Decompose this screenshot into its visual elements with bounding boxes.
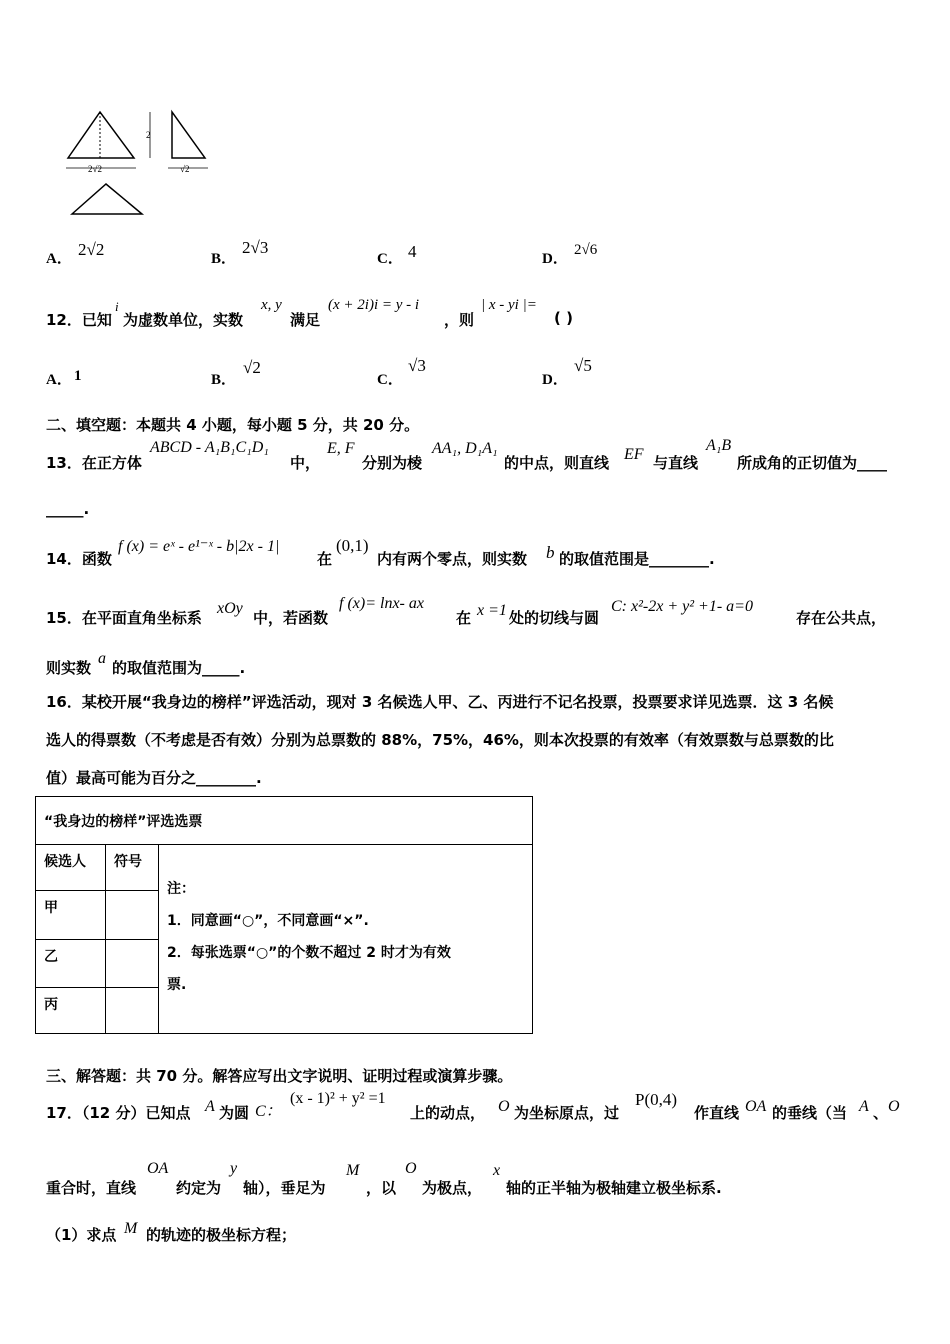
q17-sub1-math-m: M: [124, 1220, 138, 1237]
q15-text-4: 处的切线与圆: [509, 609, 600, 627]
q17-text-5: 作直线: [694, 1104, 740, 1122]
q17-math-o2: O: [888, 1098, 900, 1115]
q11-option-b-letter: B．: [211, 251, 237, 267]
q17-text-3: 上的动点，: [410, 1104, 486, 1122]
q16-line-1: 16．某校开展“我身边的榜样”评选活动，现对 3 名候选人甲、乙、丙进行不记名投票，投票要求详见选票．这 3 名候: [46, 693, 834, 711]
q13-text-2: 中，: [290, 454, 321, 472]
ballot-header-candidate: 候选人: [36, 845, 106, 891]
q17-math-a2: A: [859, 1098, 869, 1115]
q17-line2-text-5: 为极点，: [422, 1179, 483, 1197]
q15-math-a: a: [98, 650, 106, 667]
q11-option-a-letter: A．: [46, 251, 72, 267]
q13-math-cube: ABCD - A₁B₁C₁D₁: [150, 439, 269, 456]
ballot-symbol-cell-2: [106, 939, 159, 987]
q17-math-a: A: [205, 1098, 215, 1115]
q12-math-modulus: | x - yi |=: [481, 297, 537, 313]
q11-option-c-letter: C．: [377, 251, 403, 267]
q15-text-7: 的取值范围为_____.: [112, 659, 246, 677]
q17-math-oa: OA: [745, 1098, 767, 1115]
q14-math-b: b: [546, 543, 555, 562]
q12-text-1: 12．已知: [46, 311, 112, 329]
q17-line2-math-x: x: [493, 1162, 501, 1179]
q14-math-function: f (x) = eˣ - e¹⁻ˣ - b|2x - 1|: [118, 538, 280, 555]
side-base-dim: √2: [180, 164, 190, 174]
q12-text-4: ，则: [444, 311, 475, 329]
side-view-triangle: [172, 112, 205, 158]
ballot-note-2a: 2．每张选票“○”的个数不超过 2 时才为有效: [167, 945, 451, 962]
q11-option-d-value: 2√6: [574, 242, 598, 258]
q11-option-c-value: 4: [408, 242, 417, 261]
q13-text-5: 与直线: [653, 454, 699, 472]
q13-text-6: 所成角的正切值为____: [737, 454, 888, 472]
ballot-note-1: 1．同意画“○”，不同意画“×”.: [167, 913, 369, 930]
q17-line2-math-o: O: [405, 1160, 417, 1177]
q13-math-ef: E, F: [327, 440, 355, 457]
q17-line2-text-1: 重合时，直线: [46, 1179, 137, 1197]
q11-option-a-value: 2√2: [78, 240, 105, 259]
q15-math-circle: C: x²-2x + y² +1- a=0: [611, 598, 753, 615]
q12-option-c-letter: C．: [377, 372, 403, 388]
ballot-title: “我身边的榜样”评选选票: [36, 797, 533, 845]
section-2-heading: 二、填空题：本题共 4 小题，每小题 5 分，共 20 分。: [46, 416, 420, 434]
q17-line2-math-m: M: [346, 1162, 360, 1179]
q11-option-d-letter: D．: [542, 251, 568, 267]
q17-line2-math-y: y: [230, 1160, 238, 1177]
q17-sub1-text-1: （1）求点: [46, 1226, 117, 1244]
height-dim: 2: [146, 130, 151, 140]
q15-text-1: 15．在平面直角坐标系: [46, 609, 202, 627]
q12-option-a-value: 1: [74, 368, 82, 384]
q15-text-5: 存在公共点，: [796, 609, 887, 627]
q17-line2-text-4: ，以: [366, 1179, 397, 1197]
q13-text-4: 的中点，则直线: [504, 454, 610, 472]
q12-option-d-letter: D．: [542, 372, 568, 388]
ballot-header-symbol: 符号: [106, 845, 159, 891]
q12-math-xy: x, y: [261, 297, 282, 313]
q17-line2-text-2: 约定为: [176, 1179, 222, 1197]
q12-option-b-value: √2: [243, 358, 261, 377]
front-base-dim: 2√2: [88, 164, 102, 174]
ballot-candidate-1: 甲: [36, 891, 106, 939]
q17-sub1-text-2: 的轨迹的极坐标方程；: [146, 1226, 297, 1244]
q17-text-4: 为坐标原点，过: [514, 1104, 620, 1122]
section-3-heading: 三、解答题：共 70 分。解答应写出文字说明、证明过程或演算步骤。: [46, 1067, 513, 1085]
q17-line2-math-oa: OA: [147, 1160, 169, 1177]
q14-text-3: 内有两个零点，则实数: [377, 550, 528, 568]
q14-text-1: 14．函数: [46, 550, 112, 568]
q17-math-circle: (x - 1)² + y² =1: [290, 1090, 386, 1107]
q15-math-xoy: xOy: [217, 600, 243, 617]
q14-text-4: 的取值范围是________.: [559, 550, 715, 568]
q13-text-3: 分别为棱: [362, 454, 423, 472]
ballot-symbol-cell-1: [106, 891, 159, 939]
q12-option-b-letter: B．: [211, 372, 237, 388]
q14-math-interval: (0,1): [336, 536, 369, 555]
ballot-note-2b: 票.: [167, 977, 187, 994]
q15-text-3: 在: [456, 609, 472, 627]
q12-option-d-value: √5: [574, 356, 592, 375]
ballot-candidate-2: 乙: [36, 939, 106, 987]
q13-math-edges: AA₁, D₁A₁: [432, 440, 498, 457]
q12-text-2: 为虚数单位，实数: [123, 311, 244, 329]
q14-text-2: 在: [317, 550, 333, 568]
q17-text-1: 17．（12 分）已知点: [46, 1104, 191, 1122]
q15-math-function: f (x)= lnx- ax: [339, 595, 424, 612]
ballot-candidate-3: 丙: [36, 987, 106, 1033]
ballot-table: [35, 796, 533, 1034]
q12-option-c-value: √3: [408, 356, 426, 375]
q17-text-7: 、: [873, 1104, 889, 1122]
front-view-triangle: [68, 112, 134, 158]
ballot-note-title: 注：: [167, 881, 195, 898]
q17-line2-text-6: 轴的正半轴为极轴建立极坐标系.: [506, 1179, 722, 1197]
top-view-triangle: [72, 184, 142, 214]
q15-text-6: 则实数: [46, 659, 92, 677]
q16-line-3: 值）最高可能为百分之________.: [46, 769, 262, 787]
q13-text-7: _____.: [46, 500, 90, 518]
q12-blank: ( ): [554, 309, 573, 327]
q13-text-1: 13．在正方体: [46, 454, 142, 472]
q17-text-6: 的垂线（当: [772, 1104, 848, 1122]
q17-text-2: 为圆: [219, 1104, 250, 1122]
q12-math-i: i: [115, 299, 119, 314]
q13-math-line-a1b: A₁B: [706, 437, 732, 454]
q12-text-3: 满足: [290, 311, 321, 329]
q17-math-c: C：: [255, 1103, 282, 1120]
q16-line-2: 选人的得票数（不考虑是否有效）分别为总票数的 88%，75%，46%，则本次投票的有效率（有效票数与总票数的比: [46, 731, 834, 749]
q17-math-o: O: [498, 1098, 510, 1115]
ballot-notes: [159, 845, 533, 1034]
q17-math-point-p: P(0,4): [635, 1090, 678, 1109]
q13-math-line-ef: EF: [624, 446, 644, 463]
ballot-symbol-cell-3: [106, 987, 159, 1033]
q15-text-2: 中，若函数: [253, 609, 329, 627]
q15-math-x1: x =1: [477, 602, 507, 619]
q11-option-b-value: 2√3: [242, 238, 269, 257]
q12-math-equation: (x + 2i)i = y - i: [328, 297, 420, 313]
three-view-figure: [60, 106, 220, 221]
q17-line2-text-3: 轴），垂足为: [243, 1179, 326, 1197]
q12-option-a-letter: A．: [46, 372, 72, 388]
